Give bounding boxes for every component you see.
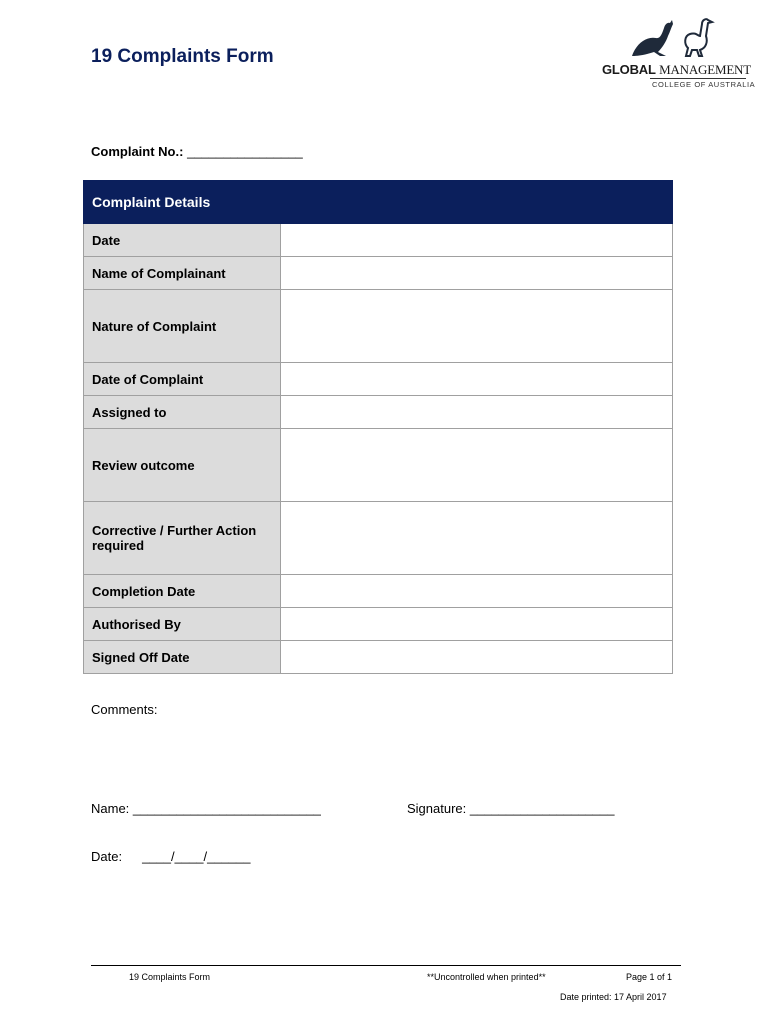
logo-text-bold: GLOBAL: [602, 62, 656, 77]
footer-page-number: Page 1 of 1: [626, 972, 673, 982]
name-blank[interactable]: __________________________: [132, 801, 321, 816]
table-row: [84, 608, 673, 641]
date-label: Date:: [91, 849, 123, 864]
row-value-corrective-action[interactable]: [281, 502, 673, 575]
comments-label: Comments:: [91, 702, 158, 717]
signature-field: [407, 801, 615, 816]
date-blank[interactable]: ____/____/______: [142, 849, 251, 864]
logo-divider: [650, 78, 746, 79]
row-label-date-of-complaint: Date of Complaint: [84, 363, 281, 396]
college-logo: [596, 14, 756, 94]
row-label-assigned-to: Assigned to: [84, 396, 281, 429]
table-row: [84, 224, 673, 257]
table-row: [84, 290, 673, 363]
name-field: [91, 801, 321, 816]
row-label-nature-of-complaint: Nature of Complaint: [84, 290, 281, 363]
logo-subtext: COLLEGE OF AUSTRALIA: [652, 80, 756, 89]
table-row: [84, 502, 673, 575]
complaint-details-table: [83, 180, 673, 674]
table-row: [84, 575, 673, 608]
table-header: Complaint Details: [84, 181, 673, 224]
footer-notice: **Uncontrolled when printed**: [427, 972, 546, 982]
row-label-completion-date: Completion Date: [84, 575, 281, 608]
row-value-date[interactable]: [281, 224, 673, 257]
row-value-assigned-to[interactable]: [281, 396, 673, 429]
complaint-number-label: Complaint No.:: [91, 144, 184, 159]
date-field: [91, 849, 251, 864]
table-row: [84, 429, 673, 502]
table-row: [84, 396, 673, 429]
logo-text-light: MANAGEMENT: [659, 62, 751, 77]
row-value-signed-off-date[interactable]: [281, 641, 673, 674]
row-label-date: Date: [84, 224, 281, 257]
row-value-completion-date[interactable]: [281, 575, 673, 608]
complaint-number-blank[interactable]: ________________: [187, 144, 303, 159]
footer-doc-name: 19 Complaints Form: [129, 972, 211, 982]
table-row: [84, 257, 673, 290]
row-label-signed-off-date: Signed Off Date: [84, 641, 281, 674]
footer-date-printed: Date printed: 17 April 2017: [560, 992, 667, 1002]
row-value-nature-of-complaint[interactable]: [281, 290, 673, 363]
row-label-review-outcome: Review outcome: [84, 429, 281, 502]
row-value-name-of-complainant[interactable]: [281, 257, 673, 290]
signature-blank[interactable]: ____________________: [469, 801, 615, 816]
row-label-authorised-by: Authorised By: [84, 608, 281, 641]
row-value-date-of-complaint[interactable]: [281, 363, 673, 396]
page-title: 19 Complaints Form: [91, 46, 274, 67]
name-label: Name:: [91, 801, 130, 816]
table-row: [84, 641, 673, 674]
table-row: [84, 363, 673, 396]
row-value-authorised-by[interactable]: [281, 608, 673, 641]
signature-label: Signature:: [407, 801, 467, 816]
row-label-corrective-action: Corrective / Further Action required: [84, 502, 281, 575]
row-label-name-of-complainant: Name of Complainant: [84, 257, 281, 290]
footer-divider: [91, 965, 681, 966]
complaint-number-field: [91, 144, 303, 159]
row-value-review-outcome[interactable]: [281, 429, 673, 502]
kangaroo-emu-icon: [626, 14, 722, 60]
